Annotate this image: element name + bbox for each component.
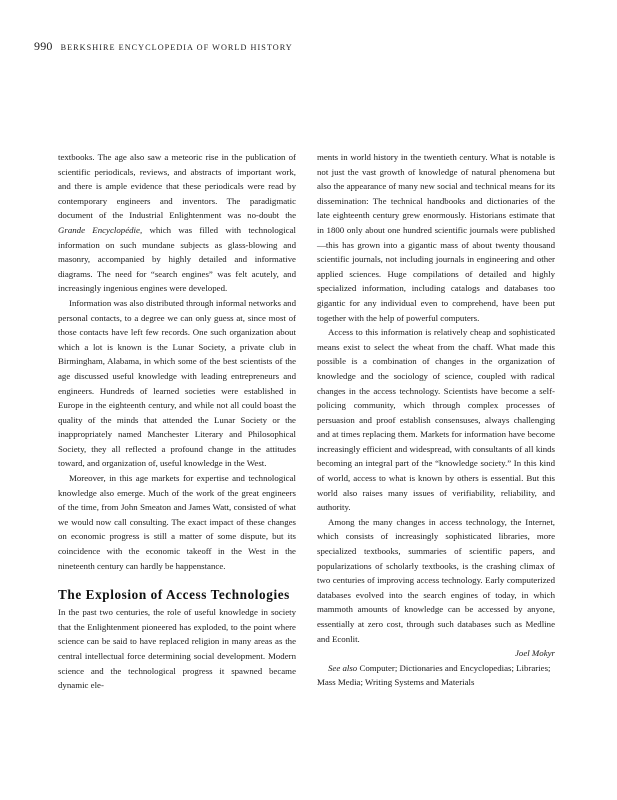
paragraph: Moreover, in this age markets for expertise and technological knowledge also emerge. Much of the work of the great engineers of the time, from John Smeaton and James Watt, consisted of what we would now call consulting. The exact impact of these changes on economic progress is still a matter of some dispute, but its coincidence with the economic takeoff in the West in the nineteenth century can hardly be happenstance. — [58, 473, 296, 571]
paragraph: ments in world history in the twentieth century. What is notable is not just the vast growth of knowledge of natural phenomena but also the appearance of many new social and technical means for its dissemination: The technical handbooks and dictionaries of the late eighteenth century grew enormously. Historians estimate that in 1800 only about one hundred scientific journals were published—this has grown into a gigantic mass of about twenty thousand scientific journals, not including journals in engineering and other applied sciences. Huge compilations of detailed and highly specialized information, including catalogs and databases too gigantic for any individual even to comprehend, have been put together with the help of powerful computers. — [317, 152, 555, 323]
page-number: 990 — [34, 39, 53, 53]
paragraph-text: which was filled with technological information on such mundane subjects as glass-blowing and masonry, accompanied by highly detailed and informative diagrams. The need for “search engines” was felt acutely, and increasingly ingenious engines were developed. — [58, 224, 296, 294]
paragraph: Information was also distributed through informal networks and personal contacts, to a degree we can only guess at, since most of those contacts have left few records. One such organization about which a lot is known is the Lunar Society, a private club in Birmingham, Alabama, in which some of the best scientists of the age discussed useful knowledge with leading entrepreneurs and engineers. Hundreds of learned societies were established in Europe in the eighteenth century, and while not all could boast the quality of the minds that attended the Lunar Society or the inappropriately named Manchester Literary and Philosophical Society, they all reflected a profound change in the attitudes toward, and organization of, useful knowledge in the West. — [58, 297, 296, 469]
author-name: Joel Mokyr — [514, 648, 555, 659]
left-column — [58, 150, 296, 693]
italic-title: Grande Encyclopédie, — [58, 224, 143, 235]
paragraph-text: textbooks. The age also saw a meteoric rise in the publication of scientific periodicals, reviews, and abstracts of important work, and there is ample evidence that these periodicals were read by contemporary engineers and inventors. The paradigmatic document of the Industrial Enlightenment was no-doubt the — [58, 152, 296, 221]
section-heading: The Explosion of Access Technologies — [58, 587, 290, 603]
right-column — [317, 150, 555, 690]
paragraph: Access to this information is relatively cheap and sophisticated means exist to select the wheat from the chaff. What made this possible is a combination of changes in the organization of knowledge and the sociology of science, coupled with radical changes in the access technology. Scientists have become a self-policing community, which through complex processes of persuasion and proof establish consensuses, always challenging and at times replacing them. Markets for information have become increasingly efficient and widespread, with consultants of all kinds becoming an integral part of the “knowledge society.” In this kind of world, access to what is known by others is essential. But this world also raises many issues of verifiability, reliability, and authority. — [317, 327, 555, 513]
see-also — [317, 661, 555, 690]
see-also-links: Computer; Dictionaries and Encyclopedias; Libraries; Mass Media; Writing Systems and Materials — [317, 662, 551, 688]
paragraph — [58, 150, 296, 296]
book-title: BERKSHIRE ENCYCLOPEDIA OF WORLD HISTORY — [60, 43, 293, 52]
running-head — [34, 37, 293, 55]
paragraph: In the past two centuries, the role of useful knowledge in society that the Enlightenment pioneered has exploded, to the point where science can be said to have replaced religion in many areas as the central intellectual force determining social development. Modern science and the technological progress it spawned became dynamic ele- — [58, 607, 296, 691]
see-also-label: See also — [328, 662, 358, 673]
paragraph: Among the many changes in access technology, the Internet, which consists of increasingly sophisticated libraries, more specialized textbooks, summaries of scientific papers, and popularizations of scholarly textbooks, is the crashing climax of two centuries of improving access technology. Early computerized databases evolved into the search engines of today, in which mammoth amounts of knowledge can be accessed by anyone, essentially at zero cost, through such databases such as Medline and Econlit. — [317, 516, 555, 644]
